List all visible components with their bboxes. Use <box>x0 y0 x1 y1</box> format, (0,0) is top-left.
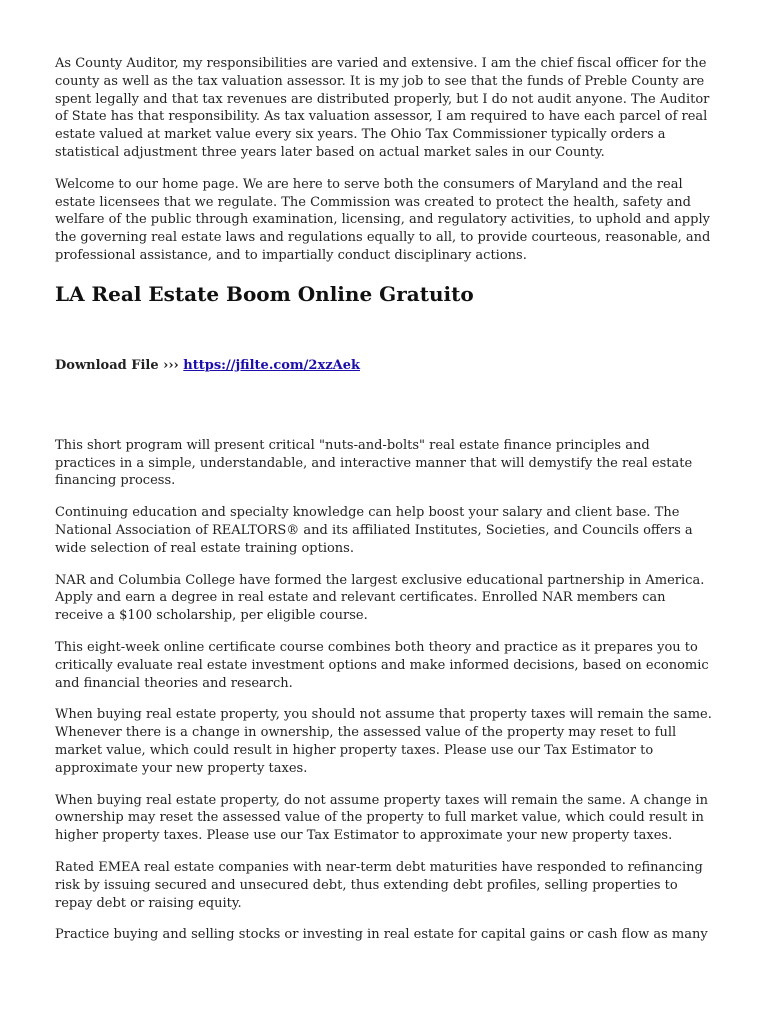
page-title: LA Real Estate Boom Online Gratuito <box>55 281 474 306</box>
body-paragraph: When buying real estate property, you should not assume that property taxes will remain the same. Whenever there is a change in ownership, the assessed value of the property may reset to full market value, which could result in higher property taxes. Please use our Tax Estimator to approximate your new property taxes. <box>55 707 712 776</box>
body-paragraph: Rated EMEA real estate companies with near-term debt maturities have responded to refinancing risk by issuing secured and unsecured debt, thus extending debt profiles, selling properties to repay debt or raising equity. <box>55 859 703 911</box>
download-line <box>55 357 712 375</box>
body-paragraph: This short program will present critical "nuts-and-bolts" real estate finance principles and practices in a simple, understandable, and interactive manner that will demystify the real estate financing process. <box>55 437 693 489</box>
spacer <box>55 375 712 437</box>
body-paragraph: NAR and Columbia College have formed the largest exclusive educational partnership in America. Apply and earn a degree in real estate and relevant certificates. Enrolled NAR members can receive a $100 scholarship, per eligible course. <box>55 572 705 624</box>
download-link[interactable]: https://jfilte.com/2xzAek <box>183 357 360 373</box>
download-label: Download File ››› <box>55 357 179 373</box>
body-paragraph: When buying real estate property, do not assume property taxes will remain the same. A change in ownership may reset the assessed value of the property to full market value, which could result in higher property taxes. Please use our Tax Estimator to approximate your new property taxes. <box>55 792 709 844</box>
body-paragraph: Continuing education and specialty knowledge can help boost your salary and client base. The National Association of REALTORS® and its affiliated Institutes, Societies, and Councils offers a wide selection of real estate training options. <box>55 505 693 556</box>
body-paragraph: This eight-week online certificate course combines both theory and practice as it prepares you to critically evaluate real estate investment options and make informed decisions, based on economic and financial theories and research. <box>55 639 709 691</box>
body-paragraph: Practice buying and selling stocks or investing in real estate for capital gains or cash flow as many <box>55 927 708 943</box>
intro-paragraph: As County Auditor, my responsibilities are varied and extensive. I am the chief fiscal officer for the county as well as the tax valuation assessor. It is my job to see that the funds of Preble County are spent legally and that tax revenues are distributed properly, but I do not audit anyone. The Auditor of State has that responsibility. As tax valuation assessor, I am required to have each parcel of real estate valued at market value every six years. The Ohio Tax Commissioner typically orders a statistical adjustment three years later based on actual market sales in our County. <box>55 56 710 160</box>
intro-paragraph: Welcome to our home page. We are here to serve both the consumers of Maryland and the real estate licensees that we regulate. The Commission was created to protect the health, safety and welfare of the public through examination, licensing, and regulatory activities, to uphold and apply the governing real estate laws and regulations equally to all, to provide courteous, reasonable, and professional assistance, and to impartially conduct disciplinary actions. <box>55 176 711 263</box>
